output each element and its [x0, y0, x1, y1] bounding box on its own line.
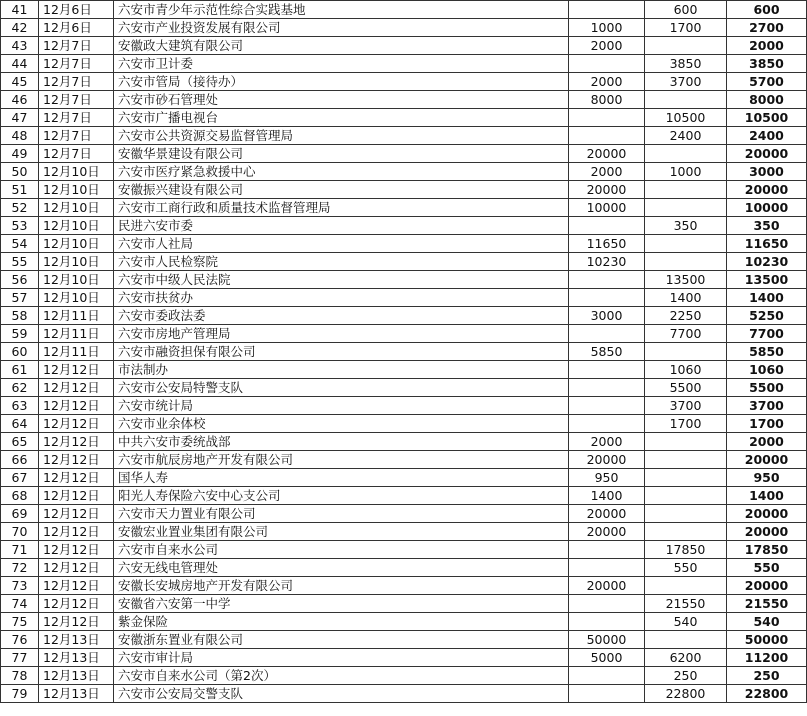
- amount-b-cell: 22800: [645, 685, 727, 703]
- row-number-cell: 47: [1, 109, 39, 127]
- row-number-cell: 53: [1, 217, 39, 235]
- amount-a-cell: 20000: [569, 523, 645, 541]
- total-cell: 50000: [727, 631, 807, 649]
- amount-b-cell: 10500: [645, 109, 727, 127]
- total-cell: 8000: [727, 91, 807, 109]
- total-cell: 5250: [727, 307, 807, 325]
- row-number-cell: 66: [1, 451, 39, 469]
- total-cell: 10000: [727, 199, 807, 217]
- row-number-cell: 51: [1, 181, 39, 199]
- total-cell: 1400: [727, 289, 807, 307]
- total-cell: 20000: [727, 145, 807, 163]
- unit-name-cell: 六安市公安局交警支队: [114, 685, 569, 703]
- row-number-cell: 42: [1, 19, 39, 37]
- table-row: [1, 181, 807, 199]
- table-row: [1, 541, 807, 559]
- table-row: [1, 397, 807, 415]
- unit-name-cell: 六安市委政法委: [114, 307, 569, 325]
- unit-name-cell: 六安市工商行政和质量技术监督管理局: [114, 199, 569, 217]
- amount-b-cell: 17850: [645, 541, 727, 559]
- table-row: [1, 433, 807, 451]
- table-row: [1, 667, 807, 685]
- total-cell: 5700: [727, 73, 807, 91]
- amount-a-cell: 20000: [569, 145, 645, 163]
- table-row: [1, 595, 807, 613]
- amount-a-cell: 1400: [569, 487, 645, 505]
- total-cell: 10500: [727, 109, 807, 127]
- date-cell: 12月13日: [39, 631, 114, 649]
- amount-b-cell: 3700: [645, 73, 727, 91]
- total-cell: 5850: [727, 343, 807, 361]
- row-number-cell: 60: [1, 343, 39, 361]
- amount-a-cell: [569, 109, 645, 127]
- unit-name-cell: 阳光人寿保险六安中心支公司: [114, 487, 569, 505]
- row-number-cell: 76: [1, 631, 39, 649]
- date-cell: 12月11日: [39, 343, 114, 361]
- amount-b-cell: [645, 631, 727, 649]
- row-number-cell: 63: [1, 397, 39, 415]
- total-cell: 1700: [727, 415, 807, 433]
- row-number-cell: 65: [1, 433, 39, 451]
- date-cell: 12月12日: [39, 595, 114, 613]
- amount-a-cell: 20000: [569, 577, 645, 595]
- row-number-cell: 50: [1, 163, 39, 181]
- date-cell: 12月12日: [39, 415, 114, 433]
- total-cell: 1400: [727, 487, 807, 505]
- date-cell: 12月11日: [39, 307, 114, 325]
- date-cell: 12月11日: [39, 325, 114, 343]
- amount-a-cell: 2000: [569, 37, 645, 55]
- amount-b-cell: 350: [645, 217, 727, 235]
- total-cell: 1060: [727, 361, 807, 379]
- date-cell: 12月12日: [39, 613, 114, 631]
- amount-b-cell: [645, 199, 727, 217]
- row-number-cell: 52: [1, 199, 39, 217]
- unit-name-cell: 六安市广播电视台: [114, 109, 569, 127]
- table-row: [1, 469, 807, 487]
- amount-b-cell: 1700: [645, 19, 727, 37]
- table-row: [1, 91, 807, 109]
- row-number-cell: 72: [1, 559, 39, 577]
- amount-a-cell: 5000: [569, 649, 645, 667]
- row-number-cell: 46: [1, 91, 39, 109]
- table-row: [1, 289, 807, 307]
- unit-name-cell: 安徽宏业置业集团有限公司: [114, 523, 569, 541]
- amount-a-cell: [569, 217, 645, 235]
- amount-a-cell: 50000: [569, 631, 645, 649]
- table-row: [1, 631, 807, 649]
- table-row: [1, 487, 807, 505]
- unit-name-cell: 六安市自来水公司（第2次）: [114, 667, 569, 685]
- amount-a-cell: 20000: [569, 181, 645, 199]
- amount-b-cell: [645, 235, 727, 253]
- amount-b-cell: 1400: [645, 289, 727, 307]
- row-number-cell: 73: [1, 577, 39, 595]
- table-row: [1, 271, 807, 289]
- amount-a-cell: [569, 595, 645, 613]
- amount-b-cell: [645, 451, 727, 469]
- amount-b-cell: [645, 487, 727, 505]
- date-cell: 12月13日: [39, 667, 114, 685]
- total-cell: 950: [727, 469, 807, 487]
- table-row: [1, 55, 807, 73]
- amount-a-cell: [569, 55, 645, 73]
- unit-name-cell: 六安市房地产管理局: [114, 325, 569, 343]
- amount-a-cell: [569, 379, 645, 397]
- unit-name-cell: 六安市中级人民法院: [114, 271, 569, 289]
- total-cell: 10230: [727, 253, 807, 271]
- total-cell: 550: [727, 559, 807, 577]
- unit-name-cell: 六安市统计局: [114, 397, 569, 415]
- amount-a-cell: [569, 541, 645, 559]
- date-cell: 12月10日: [39, 217, 114, 235]
- date-cell: 12月10日: [39, 289, 114, 307]
- amount-a-cell: [569, 325, 645, 343]
- total-cell: 22800: [727, 685, 807, 703]
- unit-name-cell: 六安市公共资源交易监督管理局: [114, 127, 569, 145]
- table-row: [1, 217, 807, 235]
- amount-b-cell: [645, 343, 727, 361]
- row-number-cell: 64: [1, 415, 39, 433]
- row-number-cell: 54: [1, 235, 39, 253]
- amount-a-cell: 3000: [569, 307, 645, 325]
- row-number-cell: 79: [1, 685, 39, 703]
- date-cell: 12月6日: [39, 1, 114, 19]
- table-row: [1, 307, 807, 325]
- table-row: [1, 37, 807, 55]
- total-cell: 11650: [727, 235, 807, 253]
- date-cell: 12月6日: [39, 19, 114, 37]
- row-number-cell: 62: [1, 379, 39, 397]
- unit-name-cell: 六安市扶贫办: [114, 289, 569, 307]
- date-cell: 12月7日: [39, 109, 114, 127]
- total-cell: 13500: [727, 271, 807, 289]
- unit-name-cell: 六安市人民检察院: [114, 253, 569, 271]
- total-cell: 11200: [727, 649, 807, 667]
- total-cell: 600: [727, 1, 807, 19]
- row-number-cell: 58: [1, 307, 39, 325]
- date-cell: 12月12日: [39, 487, 114, 505]
- total-cell: 540: [727, 613, 807, 631]
- row-number-cell: 56: [1, 271, 39, 289]
- unit-name-cell: 六安市审计局: [114, 649, 569, 667]
- row-number-cell: 41: [1, 1, 39, 19]
- row-number-cell: 57: [1, 289, 39, 307]
- total-cell: 20000: [727, 451, 807, 469]
- amount-b-cell: 2250: [645, 307, 727, 325]
- amount-b-cell: [645, 91, 727, 109]
- amount-b-cell: 250: [645, 667, 727, 685]
- total-cell: 2400: [727, 127, 807, 145]
- date-cell: 12月13日: [39, 649, 114, 667]
- date-cell: 12月7日: [39, 145, 114, 163]
- total-cell: 350: [727, 217, 807, 235]
- amount-b-cell: 6200: [645, 649, 727, 667]
- table-row: [1, 253, 807, 271]
- table-row: [1, 523, 807, 541]
- amount-b-cell: [645, 469, 727, 487]
- amount-a-cell: [569, 127, 645, 145]
- amount-b-cell: 540: [645, 613, 727, 631]
- total-cell: 7700: [727, 325, 807, 343]
- total-cell: 3000: [727, 163, 807, 181]
- row-number-cell: 45: [1, 73, 39, 91]
- row-number-cell: 77: [1, 649, 39, 667]
- amount-a-cell: [569, 685, 645, 703]
- date-cell: 12月7日: [39, 91, 114, 109]
- row-number-cell: 67: [1, 469, 39, 487]
- total-cell: 3850: [727, 55, 807, 73]
- date-cell: 12月10日: [39, 271, 114, 289]
- total-cell: 20000: [727, 505, 807, 523]
- amount-b-cell: 3850: [645, 55, 727, 73]
- unit-name-cell: 六安市人社局: [114, 235, 569, 253]
- total-cell: 2000: [727, 433, 807, 451]
- table-row: [1, 559, 807, 577]
- date-cell: 12月7日: [39, 37, 114, 55]
- date-cell: 12月7日: [39, 55, 114, 73]
- table-row: [1, 343, 807, 361]
- total-cell: 20000: [727, 577, 807, 595]
- total-cell: 2700: [727, 19, 807, 37]
- table-row: [1, 361, 807, 379]
- amount-b-cell: 2400: [645, 127, 727, 145]
- unit-name-cell: 安徽振兴建设有限公司: [114, 181, 569, 199]
- total-cell: 250: [727, 667, 807, 685]
- total-cell: 17850: [727, 541, 807, 559]
- row-number-cell: 49: [1, 145, 39, 163]
- amount-a-cell: 8000: [569, 91, 645, 109]
- unit-name-cell: 六安市公安局特警支队: [114, 379, 569, 397]
- table-row: [1, 649, 807, 667]
- row-number-cell: 78: [1, 667, 39, 685]
- row-number-cell: 70: [1, 523, 39, 541]
- date-cell: 12月10日: [39, 235, 114, 253]
- date-cell: 12月12日: [39, 397, 114, 415]
- date-cell: 12月7日: [39, 127, 114, 145]
- amount-a-cell: 10000: [569, 199, 645, 217]
- unit-name-cell: 安徽政大建筑有限公司: [114, 37, 569, 55]
- date-cell: 12月12日: [39, 379, 114, 397]
- amount-b-cell: 1700: [645, 415, 727, 433]
- amount-a-cell: 20000: [569, 505, 645, 523]
- unit-name-cell: 六安市航辰房地产开发有限公司: [114, 451, 569, 469]
- row-number-cell: 75: [1, 613, 39, 631]
- unit-name-cell: 六安无线电管理处: [114, 559, 569, 577]
- amount-b-cell: [645, 523, 727, 541]
- table-row: [1, 1, 807, 19]
- table-row: [1, 613, 807, 631]
- row-number-cell: 59: [1, 325, 39, 343]
- date-cell: 12月12日: [39, 523, 114, 541]
- unit-name-cell: 六安市融资担保有限公司: [114, 343, 569, 361]
- amount-b-cell: [645, 145, 727, 163]
- unit-name-cell: 六安市青少年示范性综合实践基地: [114, 1, 569, 19]
- amount-b-cell: [645, 577, 727, 595]
- total-cell: 3700: [727, 397, 807, 415]
- table-row: [1, 415, 807, 433]
- date-cell: 12月12日: [39, 469, 114, 487]
- unit-name-cell: 六安市卫计委: [114, 55, 569, 73]
- amount-b-cell: 3700: [645, 397, 727, 415]
- row-number-cell: 61: [1, 361, 39, 379]
- amount-b-cell: 1060: [645, 361, 727, 379]
- date-cell: 12月12日: [39, 559, 114, 577]
- date-cell: 12月12日: [39, 451, 114, 469]
- amount-a-cell: 20000: [569, 451, 645, 469]
- unit-name-cell: 民进六安市委: [114, 217, 569, 235]
- amount-b-cell: [645, 505, 727, 523]
- unit-name-cell: 国华人寿: [114, 469, 569, 487]
- amount-a-cell: [569, 667, 645, 685]
- unit-name-cell: 六安市业余体校: [114, 415, 569, 433]
- unit-name-cell: 安徽浙东置业有限公司: [114, 631, 569, 649]
- amount-b-cell: 13500: [645, 271, 727, 289]
- table-row: [1, 379, 807, 397]
- amount-a-cell: [569, 613, 645, 631]
- amount-a-cell: [569, 415, 645, 433]
- total-cell: 21550: [727, 595, 807, 613]
- table-row: [1, 163, 807, 181]
- table-row: [1, 505, 807, 523]
- unit-name-cell: 六安市产业投资发展有限公司: [114, 19, 569, 37]
- total-cell: 2000: [727, 37, 807, 55]
- unit-name-cell: 中共六安市委统战部: [114, 433, 569, 451]
- table-row: [1, 577, 807, 595]
- date-cell: 12月12日: [39, 433, 114, 451]
- row-number-cell: 74: [1, 595, 39, 613]
- amount-b-cell: [645, 37, 727, 55]
- total-cell: 20000: [727, 523, 807, 541]
- amount-a-cell: 950: [569, 469, 645, 487]
- unit-name-cell: 安徽华景建设有限公司: [114, 145, 569, 163]
- table-row: [1, 73, 807, 91]
- table-row: [1, 199, 807, 217]
- unit-name-cell: 六安市管局（接待办）: [114, 73, 569, 91]
- date-cell: 12月13日: [39, 685, 114, 703]
- amount-a-cell: 2000: [569, 73, 645, 91]
- unit-name-cell: 安徽省六安第一中学: [114, 595, 569, 613]
- total-cell: 20000: [727, 181, 807, 199]
- table-row: [1, 451, 807, 469]
- unit-name-cell: 紫金保险: [114, 613, 569, 631]
- date-cell: 12月10日: [39, 181, 114, 199]
- total-cell: 5500: [727, 379, 807, 397]
- date-cell: 12月10日: [39, 199, 114, 217]
- amount-a-cell: 1000: [569, 19, 645, 37]
- unit-name-cell: 六安市天力置业有限公司: [114, 505, 569, 523]
- amount-b-cell: [645, 181, 727, 199]
- row-number-cell: 68: [1, 487, 39, 505]
- table-body: [1, 1, 807, 703]
- date-cell: 12月10日: [39, 163, 114, 181]
- amount-a-cell: [569, 271, 645, 289]
- date-cell: 12月12日: [39, 361, 114, 379]
- row-number-cell: 55: [1, 253, 39, 271]
- amount-a-cell: 2000: [569, 163, 645, 181]
- table-row: [1, 19, 807, 37]
- amount-a-cell: 10230: [569, 253, 645, 271]
- row-number-cell: 69: [1, 505, 39, 523]
- amount-a-cell: 11650: [569, 235, 645, 253]
- amount-b-cell: [645, 253, 727, 271]
- amount-b-cell: 5500: [645, 379, 727, 397]
- amount-b-cell: 600: [645, 1, 727, 19]
- table-row: [1, 235, 807, 253]
- amount-a-cell: 2000: [569, 433, 645, 451]
- row-number-cell: 44: [1, 55, 39, 73]
- amount-b-cell: 7700: [645, 325, 727, 343]
- date-cell: 12月12日: [39, 505, 114, 523]
- date-cell: 12月12日: [39, 541, 114, 559]
- unit-name-cell: 安徽长安城房地产开发有限公司: [114, 577, 569, 595]
- table-row: [1, 109, 807, 127]
- amount-b-cell: 1000: [645, 163, 727, 181]
- table-row: [1, 145, 807, 163]
- table-row: [1, 325, 807, 343]
- amount-a-cell: [569, 289, 645, 307]
- row-number-cell: 43: [1, 37, 39, 55]
- amount-a-cell: [569, 361, 645, 379]
- row-number-cell: 71: [1, 541, 39, 559]
- unit-name-cell: 六安市医疗紧急救援中心: [114, 163, 569, 181]
- amount-a-cell: [569, 559, 645, 577]
- amount-b-cell: 21550: [645, 595, 727, 613]
- row-number-cell: 48: [1, 127, 39, 145]
- unit-name-cell: 六安市砂石管理处: [114, 91, 569, 109]
- amount-b-cell: 550: [645, 559, 727, 577]
- date-cell: 12月10日: [39, 253, 114, 271]
- amount-a-cell: 5850: [569, 343, 645, 361]
- amount-b-cell: [645, 433, 727, 451]
- date-cell: 12月7日: [39, 73, 114, 91]
- unit-name-cell: 六安市自来水公司: [114, 541, 569, 559]
- unit-name-cell: 市法制办: [114, 361, 569, 379]
- table-row: [1, 127, 807, 145]
- table-row: [1, 685, 807, 703]
- amount-a-cell: [569, 397, 645, 415]
- date-cell: 12月12日: [39, 577, 114, 595]
- amount-a-cell: [569, 1, 645, 19]
